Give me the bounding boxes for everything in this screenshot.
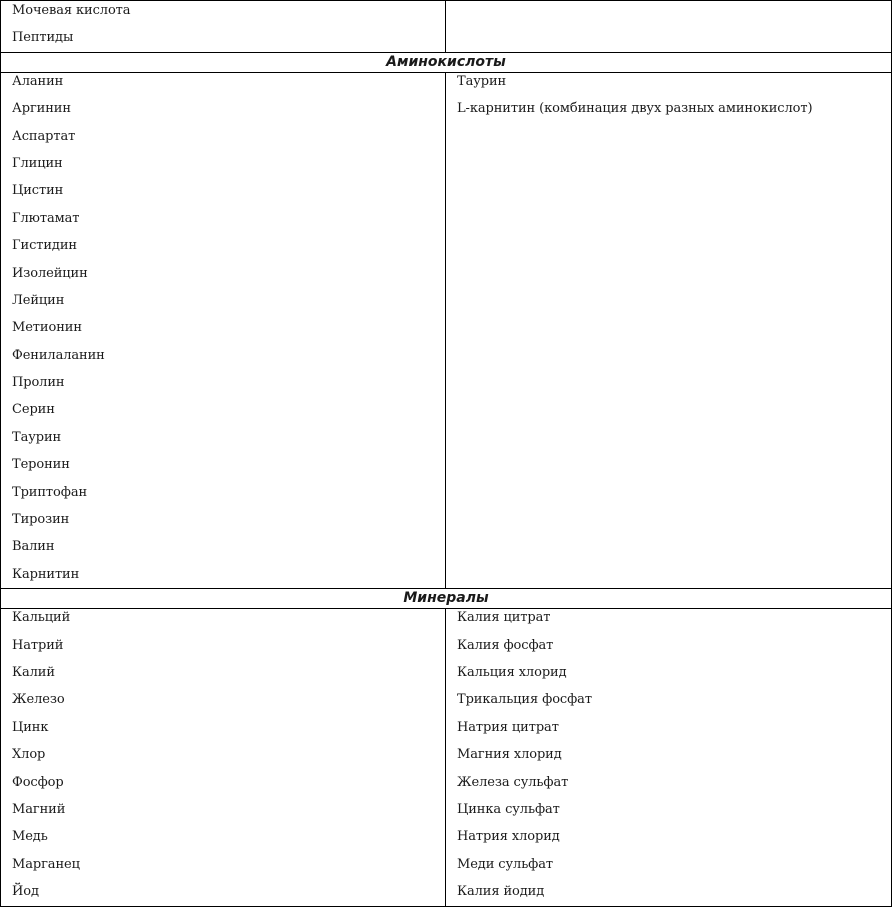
list-item: Валин <box>12 539 55 555</box>
section-title-amino-acids: Аминокислоты <box>1 52 892 72</box>
list-item: Хлор <box>12 747 46 763</box>
amino-left-cell <box>1 72 446 588</box>
list-item: Аланин <box>12 73 64 89</box>
list-item: Пролин <box>12 375 65 391</box>
list-item: Таурин <box>457 73 507 89</box>
list-item: Натрия хлорид <box>457 829 560 845</box>
list-item: Калия фосфат <box>457 637 554 653</box>
list-item: Калия йодид <box>457 884 545 900</box>
list-item: Аргинин <box>12 101 71 117</box>
list-item: Цинка сульфат <box>457 801 560 817</box>
list-item: Трикальция фосфат <box>457 692 592 708</box>
list-item: Мочевая кислота <box>12 3 131 18</box>
list-item: Гистидин <box>12 238 77 254</box>
list-item: Таурин <box>12 429 62 445</box>
list-item: Изолейцин <box>12 265 88 281</box>
list-item: Натрия цитрат <box>457 719 559 735</box>
list-item: Марганец <box>12 856 80 872</box>
list-item: Медь <box>12 829 48 845</box>
list-item: Калий <box>12 664 55 680</box>
list-item: Глютамат <box>12 210 80 226</box>
top-left-cell <box>1 1 446 53</box>
list-item: L-карнитин (комбинация двух разных аминокислот) <box>457 101 813 117</box>
minerals-row <box>1 609 892 906</box>
list-item: Кальция хлорид <box>457 664 567 680</box>
list-item: Магний <box>12 801 66 817</box>
top-right-cell <box>446 1 892 53</box>
list-item: Глицин <box>12 155 63 171</box>
list-item: Железо <box>12 692 65 708</box>
list-item: Теронин <box>12 457 70 473</box>
minerals-right-cell <box>446 609 892 906</box>
list-item: Триптофан <box>12 484 88 500</box>
list-item: Цистин <box>12 183 64 199</box>
section-title-minerals: Минералы <box>1 589 892 609</box>
list-item: Калия цитрат <box>457 610 551 626</box>
amino-right-cell <box>446 72 892 588</box>
list-item: Цинк <box>12 719 49 735</box>
list-item: Фенилаланин <box>12 347 105 363</box>
top-row <box>1 1 892 53</box>
list-item: Карнитин <box>12 566 80 582</box>
list-item: Кальций <box>12 610 71 626</box>
list-item: Магния хлорид <box>457 747 562 763</box>
list-item: Меди сульфат <box>457 856 553 872</box>
amino-row <box>1 72 892 588</box>
list-item: Лейцин <box>12 292 65 308</box>
list-item: Железа сульфат <box>457 774 569 790</box>
list-item: Пептиды <box>12 30 74 46</box>
minerals-left-cell <box>1 609 446 906</box>
list-item: Аспартат <box>12 128 76 144</box>
list-item: Серин <box>12 402 55 418</box>
list-item: Тирозин <box>12 512 70 528</box>
list-item: Натрий <box>12 637 64 653</box>
list-item: Йод <box>12 884 39 900</box>
list-item: Метионин <box>12 320 82 336</box>
list-item: Фосфор <box>12 774 64 790</box>
